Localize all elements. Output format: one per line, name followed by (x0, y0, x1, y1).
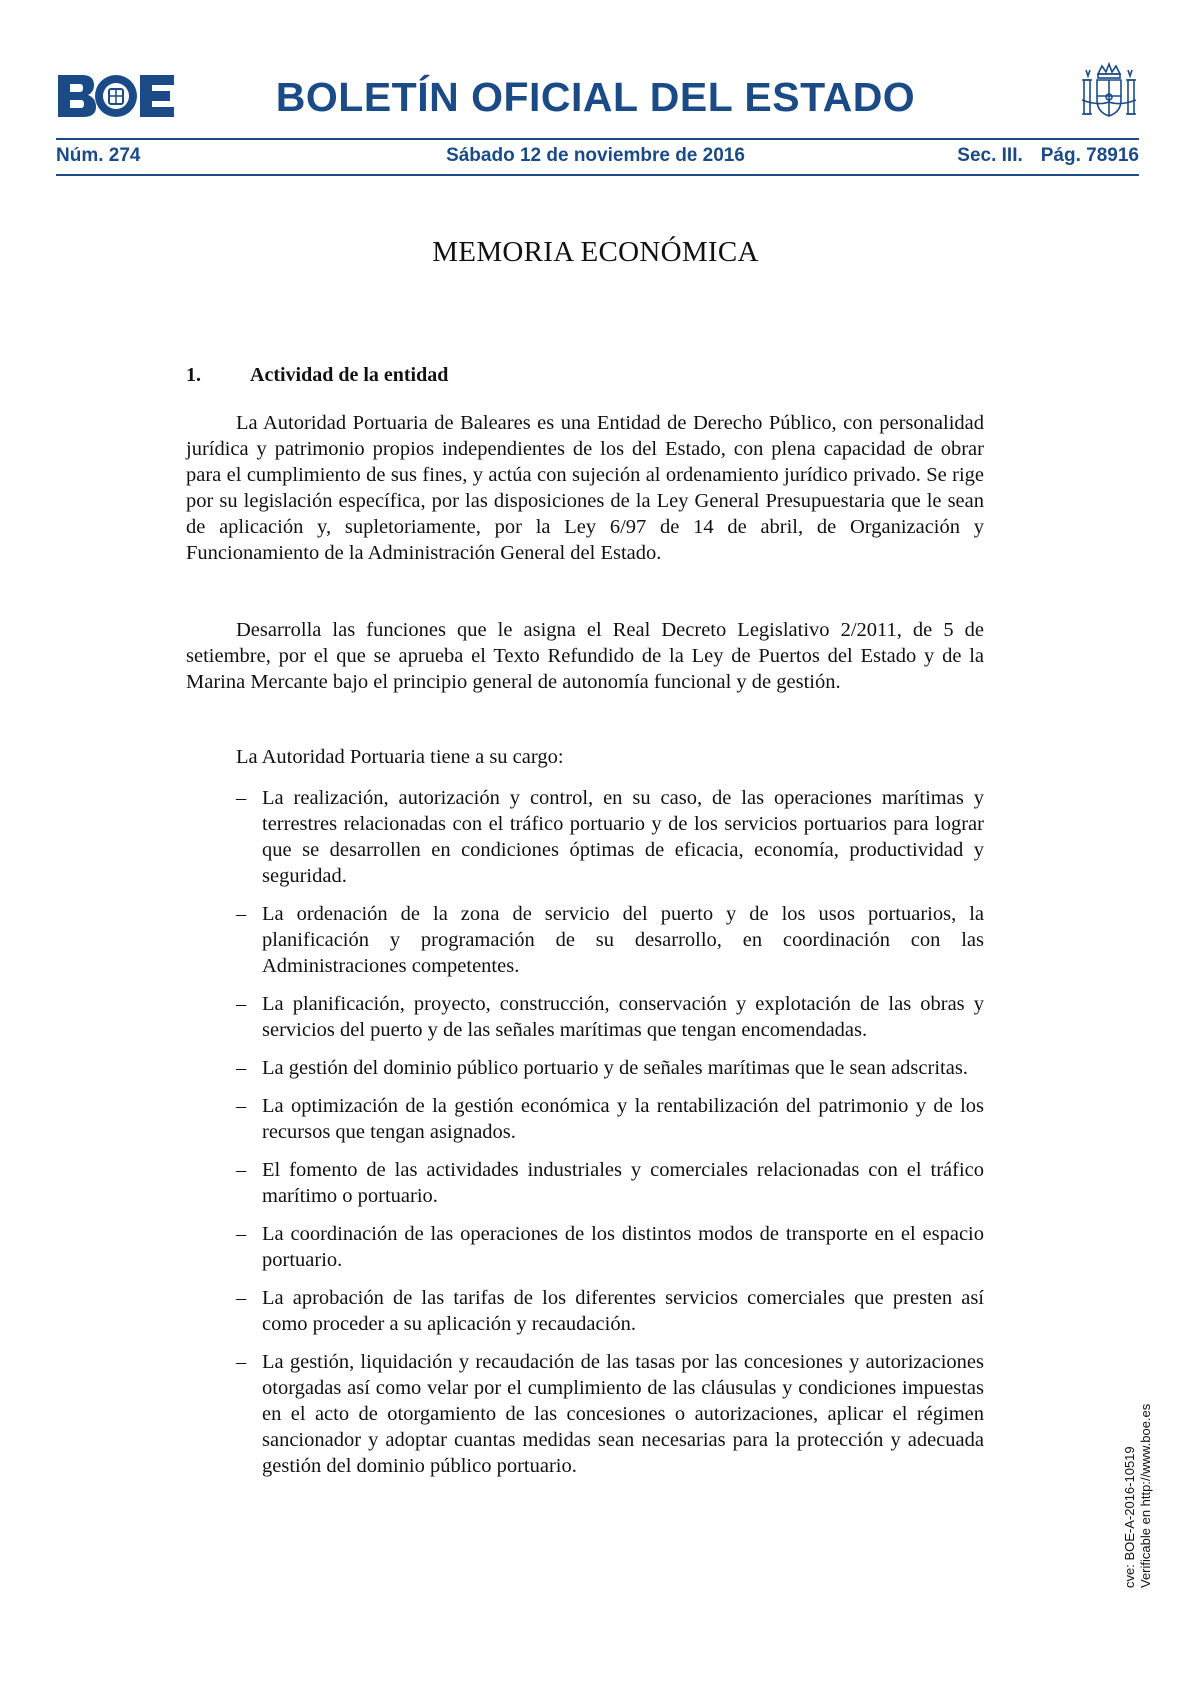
cve-code: cve: BOE-A-2016-10519 (1122, 1446, 1137, 1588)
list-item-text: La optimización de la gestión económica y la rentabilización del patrimonio y de los recursos que tengan asignados. (262, 1095, 984, 1143)
section-label: Sec. III. (957, 145, 1023, 166)
page-number: Pág. 78916 (1040, 145, 1139, 166)
dash-bullet: – (236, 1351, 247, 1373)
list-item-text: La ordenación de la zona de servicio del puerto y de los usos portuarios, la planificación y programación de su desarrollo, en coordinación con las Administraciones competentes. (262, 903, 984, 977)
list-item-text: La coordinación de las operaciones de los distintos modos de transporte en el espacio portuario. (262, 1223, 984, 1271)
list-item (236, 1349, 984, 1479)
paragraph-entity-description: La Autoridad Portuaria de Baleares es una Entidad de Derecho Público, con personalidad jurídica y patrimonio propios independientes de los del Estado, con plena capacidad de obrar para el cumplimiento de sus fines, y actúa con sujeción al ordenamiento jurídico privado. Se rige por su legislación específica, por las disposiciones de la Ley General Presupuestaria que le sean de aplicación y, supletoriamente, por la Ley 6/97 de 14 de abril, de Organización y Funcionamiento de la Administración General del Estado. (186, 412, 984, 564)
verification-link[interactable]: Verificable en http://www.boe.es (1138, 1403, 1153, 1588)
paragraph-functions: Desarrolla las funciones que le asigna el Real Decreto Legislativo 2/2011, de 5 de setiembre, por el que se aprueba el Texto Refundido de la Ley de Puertos del Estado y de la Marina Mercante bajo el principio general de autonomía funcional y de gestión. (186, 619, 984, 693)
document-title: MEMORIA ECONÓMICA (432, 236, 759, 268)
list-item (236, 1055, 984, 1081)
list-item-text: La gestión, liquidación y recaudación de las tasas por las concesiones y autorizaciones otorgadas así como velar por el cumplimiento de las cláusulas y condiciones impuestas en el acto de otorgamiento de las concesiones o autorizaciones, aplicar el régimen sancionador y adoptar cuantas medidas sean necesarias para la protección y adecuada gestión del dominio público portuario. (262, 1351, 984, 1477)
issue-date: Sábado 12 de noviembre de 2016 (446, 145, 745, 166)
bulletin-title: BOLETÍN OFICIAL DEL ESTADO (275, 74, 916, 120)
section-heading (186, 364, 448, 387)
header-rule-bottom (56, 174, 1139, 176)
list-item (236, 901, 984, 979)
list-item-text: La gestión del dominio público portuario y de señales marítimas que le sean adscritas. (262, 1057, 968, 1079)
dash-bullet: – (236, 1057, 247, 1079)
list-item (236, 991, 984, 1043)
list-item (236, 1093, 984, 1145)
issue-number: Núm. 274 (56, 145, 141, 166)
list-intro: La Autoridad Portuaria tiene a su cargo: (236, 746, 564, 768)
section-page-info (957, 145, 1139, 167)
list-item-text: El fomento de las actividades industriales y comerciales relacionadas con el tráfico marítimo o portuario. (262, 1159, 984, 1207)
list-item (236, 1221, 984, 1273)
header-rule-top (56, 138, 1139, 140)
dash-bullet: – (236, 993, 247, 1015)
dash-bullet: – (236, 787, 247, 809)
section-heading-text: Actividad de la entidad (250, 364, 449, 386)
dash-bullet: – (236, 1095, 247, 1117)
dash-bullet: – (236, 1159, 247, 1181)
dash-bullet: – (236, 1287, 247, 1309)
list-item-text: La aprobación de las tarifas de los diferentes servicios comerciales que presten así como proceder a su aplicación y recaudación. (262, 1287, 984, 1335)
list-item (236, 1285, 984, 1337)
list-item (236, 1157, 984, 1209)
list-item (236, 785, 984, 889)
list-item-text: La planificación, proyecto, construcción, conservación y explotación de las obras y servicios del puerto y de las señales marítimas que tengan encomendadas. (262, 993, 984, 1041)
duties-list (236, 785, 984, 1491)
dash-bullet: – (236, 903, 247, 925)
section-number: 1. (186, 364, 201, 386)
dash-bullet: – (236, 1223, 247, 1245)
list-item-text: La realización, autorización y control, en su caso, de las operaciones marítimas y terrestres relacionadas con el tráfico portuario y de los servicios portuarios para lograr que se desarrollen en condiciones óptimas de eficacia, economía, productividad y seguridad. (262, 787, 984, 887)
verification-note (1122, 1404, 1154, 1588)
coat-of-arms-icon (1078, 60, 1140, 126)
